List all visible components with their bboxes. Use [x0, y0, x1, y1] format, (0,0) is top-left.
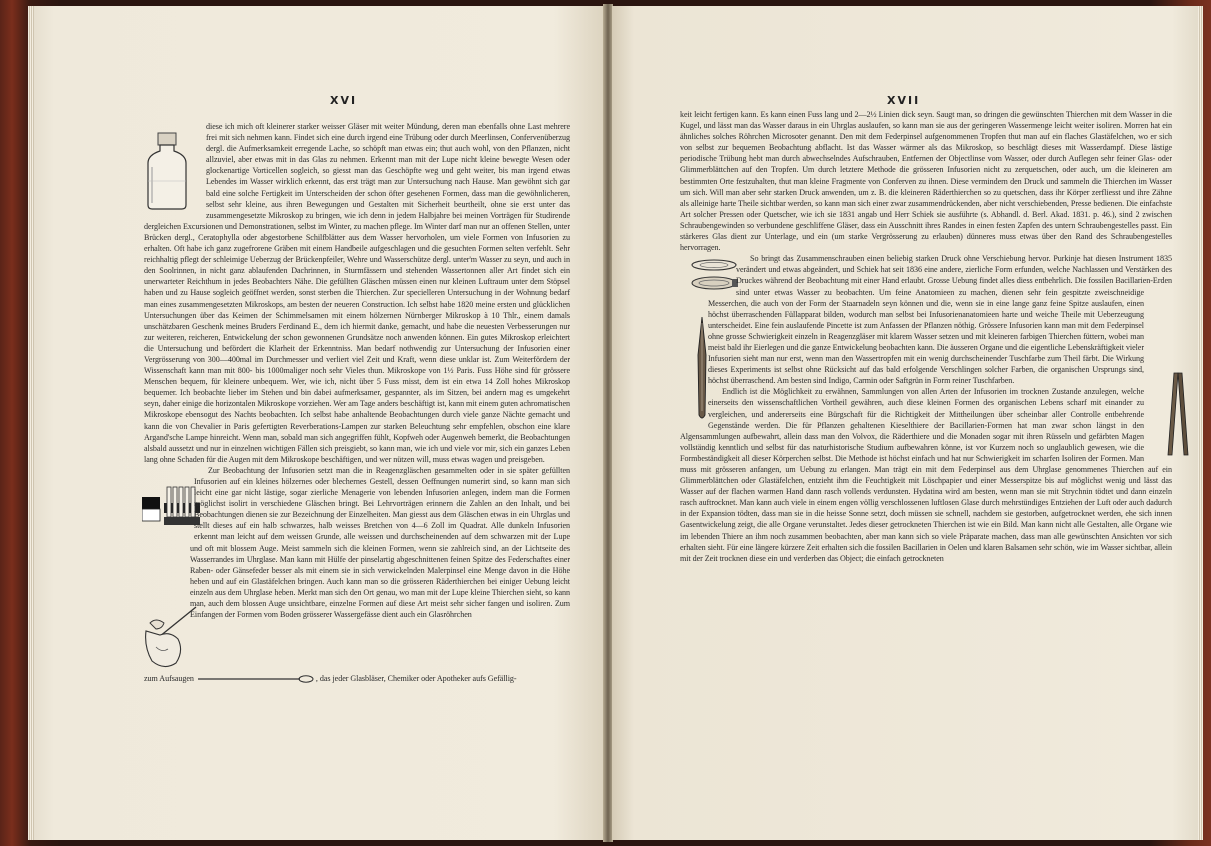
- paragraph: Zur Beobachtung der Infusorien setzt man die in Reagenzgläschen gesammelten oder in sie später gefüllten Infusorien auf ein kleines hölzernes oder blechernes Gestell, dessen Oeffnungen numerirt sind, so kann man sich leicht eine gar nicht lästige, sogar zierliche Menagerie von lebenden Infusorien anlegen, indem man die Formen möglichst isolirt in verschiedene Gläschen bringt. Bei Lehrvorträgen erinnern die Zahlen an den Inhalt, und bei Beobachtungen dienen sie zur Bezeichnung der Einzelheiten. Man giesst aus dem Gläschen etwas in ein Uhrglas und stellt dieses auf ein halb schwarzes, halb weisses Bretchen von 4—6 Zoll im Quadrat. Alle dunkeln Infusorien erkennt man leicht auf dem weissen Grunde, alle weissen und durchscheinenden auf dem schwarzen mit der Lupe und oft mit blossem Auge. Meist sammeln sich die kleinen Formen, wenn sie zahlreich sind, an der Lichtseite des Wasserrandes im Uhrglase. Man kann mit Hülfe der pinselartig abgeschnittenen feinen Spitze des Federschaftes einer Raben- oder Gänsefeder besser als mit einem sie in sich verwickelnden Malerpinsel eine Menge davon in die Höhe heben und auf ein Glastäfelchen bringen. Auch kann man so die grösseren Räderthierchen bei einiger Uebung leicht einzeln aus dem Uhrglase heben. Merkt man sich den Ort genau, wo man mit der Lupe kleine Thierchen sieht, so kann man, auch dem blossen Auge unsichtbare, einzelne Formen auf diese Art meist sehr sicher fangen und isoliren. Zum Einfangen der Formen vom Boden grösserer Wassergefässe dient auch ein Glasröhrchen: [144, 465, 570, 620]
- page-number: XVII: [887, 94, 921, 107]
- right-page: [612, 6, 1198, 840]
- paragraph: So bringt das Zusammenschrauben einen beliebig starken Druck ohne Verschiebung hervor. Purkinje hat diesen Instrument 1835 verändert und etwas abgeändert, und Schiek hat seit 1836 eine andere, zierliche Form erfunden, welche Nachlassen und Verstärken des Druckes während der Beobachtung mit einer Hand erlaubt. Grosse Uebung findet alles diess entbehrlich. Die fossilen Bacillarien-Erden sind unter etwas Wasser zu beobachten. Um feine Anatomieen zu machen, dienen sehr fein gespitzte zweischneidige Messerchen, die auch von der Form der Staarnadeln seyn können und die, wenn sie in eine lange ganz feine Spitze auslaufen, einen höchst überraschenden Füllapparat bilden, wodurch man selbst bei Infusorienanatomieen harte und weiche Theile mit Ueberzeugung unterscheidet. Eine fein auslaufende Pincette ist zum Anfassen der Pflanzen nöthig. Grössere Infusorien kann man mit dem Federpinsel ohne grosse Schwierigkeit einzeln in Reagenzgläser mit klarem Wasser setzen und mit kleineren farbigen Thierchen füttern, wobei man meist bald ihr Eierlegen und die ganze Entwickelung beobachten kann. Die äusseren Organe und die eigentliche Lebenskräftigkeit vieler Infusorien sieht man nur erst, wenn man den Wassertropfen mit ein wenig durchscheinender Tuschfarbe zum Theil färbt. Die Wirkung dieses Experiments ist selbst ohne Rücksicht auf das bald erfolgende Verschlingen solcher Farben, die organischen Ursprungs sind, höchst überraschend. Am besten sind Indigo, Carmin oder Saftgrün in Form reiner Tuschfarben.: [680, 253, 1172, 386]
- last-line-suffix: , das jeder Glasbläser, Chemiker oder Apotheker aufs Gefällig-: [315, 673, 517, 683]
- paragraph: keit leicht fertigen kann. Es kann einen Fuss lang und 2—2½ Linien dick seyn. Saugt man, so dringen die gewünschten Thierchen mit dem Wasser in die Kugel, und lässt man das Wasser daraus in ein Uhrglas auslaufen, so kann man sie aus der geringeren Wassermenge leicht weiter isoliren. Morren hat ein ähnliches solches Röhrchen Microsoter genannt. Den mit dem Federpinsel aufgenommenen Tropfen thut man auf ein flaches Glastäfelchen, wo er sich von selbst zur bequemen Beobachtung abflacht. Ist das Wasser wärmer als das Mikroskop, so beschlägt dieses mit Wasserdampf. Diese lästige periodische Trübung hebt man durch abwechselndes Aufschrauben, Entfernen der Objectlinse vom Wasser, oder durch Auflegen sehr feiner Glas- oder Glimmerblättchen auf den Tropfen. Um durch letztere Methode die grösseren Infusorien nicht zu zerquetschen, oder auch, um die kleineren am bestimmten Orte festzuhalten, thut man kleine Fragmente von Conferven zu ihnen. Diese vermindern den Druck und sammeln die Thierchen im Wasser um sich. Will man aber sehr starken Druck anwenden, um z. B. die kleineren Räderthierchen so zu quetschen, dass ihr Körper zerfliesst und ihre Zähne als alleinige harte Theile sichtbar werden, so kann man sich einer zwar zusammendrückenden, aber nicht verschiebenden, Presse bedienen. Die einfachste Art solcher Pressen oder Quetscher, wie ich sie 1831 angab und Herr Schiek sie ausführte (s. Abhandl. d. Berl. Akad. 1831. p. 46.), sind 2 zwischen Schraubengewinden so verbundene geschliffene Gläser, dass ein Ausschnitt ihres Randes in einen festen Zapfen des untern Schraubengestelles passt. Ein stärkeres Glas dient zur Unterlage, und ein (um starke Vergrösserung zu erlauben) dünneres muss etwas über den Rand des Schraubengestelles hervorragen.: [680, 110, 1172, 253]
- page-number: XVI: [330, 94, 358, 107]
- test-tube-rack-illustration: [128, 483, 188, 541]
- last-line-prefix: zum Aufsaugen: [144, 673, 194, 683]
- left-text-column: [144, 121, 570, 684]
- paragraph: diese ich mich oft kleinerer starker weisser Gläser mit weiter Mündung, deren man ebenfalls ohne Last mehrere frei mit sich nehmen kann. Findet sich eine durch irgend eine Trübung oder durch Meerlinsen, Confervenüberzug dergl. die Aufmerksamkeit erregende Lache, so schöpft man etwas ein; thut auch wohl, von den Pflanzen, nicht allzuviel, aber etwas mit in das Glas zu nehmen. Erkennt man mit der Lupe nicht kleine bewegte Wesen oder glockenartige Vorticellen sogleich, so giesst man das Geschöpfte weg und geht weiter, bis man irgend etwas Lebendes im Wasser wirklich erkennt, das erst trägt man zur Untersuchung nach Hause. Man gewöhnt sich gar bald eine solche Fertigkeit im Unterscheiden der schon öfter gesehenen Formen, dass man die gewöhnlicheren, selbst sehr kleine, aus ihren Bewegungen und Gestalten mit Sicherheit beurtheilt, ohne sie erst unter das zusammengesetzte Mikroskop zu bringen, wie ich denn in jedem Halbjahre bei meinen Vorträgen für Studirende dergleichen Excursionen und Demonstrationen, selbst im Winter, zu machen pflege. Im Winter darf man nur an offenen Stellen, unter Brücken dergl., Ceratophylla oder abgestorbene Schilfblätter aus dem Wasser hervorholen, um viele Formen von Infusorien zu erhalten. Oft habe ich ganz zugefrorene Gräben mit einem Handbeile aufgeschlagen und die gesuchten Formen selten verfehlt. Sehr reichhaltig pflegt der schleimige Ueberzug der Brückenpfeiler, Wehre und Wasserschütze dergl. unter'm Wasser zu seyn, und auch in den Soolrinnen, in nicht ganz ablaufenden Dachrinnen, in Sturmfässern und stehenden Wassertonnen aller Art findet sich ein unerwarteter Reichthum in jedes Beobachters Nähe. Die gefüllten Gläschen müssen einen nur kleinen Luftraum unter dem Stöpsel haben und zu Hause sogleich geöffnet werden, sonst sterben die Thierchen. Zur specielleren Untersuchung in der Wohnung bedarf man eines zusammengesetzten Mikroskops, am besten der neueren Construction. Ich selbst habe 1820 meine ersten und glücklichen Untersuchungen über das Keimen der Schimmelsamen mit einem hölzernen Nürnberger Mikroskop à 10 Thlr., einem damals unschätzbaren Geschenk meines Bruders Ferdinand E., dem ich hiermit danke, gemacht, und habe die neuesten Verbesserungen nur zur weiteren, reicheren, Entwickelung der schon gewonnenen Grundsätze noch anwenden können. Ein gutes Mikroskop erleichtert die Untersuchung und befördert die Klarheit der Erkenntniss. Man bedarf nothwendig zur Untersuchung der Infusorien einer Vergrösserung von 300—400mal im Durchmesser und verliert viel Zeit und Kraft, wenn diese unklar ist. Zum Weiterfördern der Wissenschaft kann man mit 800- bis 1000maliger noch sehr Vieles thun. Mikroskope von 1½ Paris. Fuss Höhe sind für grössere Menschen bequem, für kleinere unbequem. Wer, wie ich, nicht über 5 Fuss misst, dem ist ein etwa 14 Zoll hohes Mikroskop bequemer. Ich beobachte lieber im Stehen und bin dabei aufmerksamer, gespannter, als im Sitzen, bei andern mag es umgekehrt seyn, daher einige die horizontalen Mikroskope vorziehen. Wer am Tage anders beschäftigt ist, kann mit einem guten achromatischen Mikroskope ebensogut des Nachts beobachten. Ich selbst habe anhaltende Beobachtungen durch viele ganze Nächte gemacht und kann die von Chevalier in Paris gefertigten Reverberations-Lampen zur starken Beleuchtung sehr empfehlen, obschon eine klare Argand'sche Lampe hinreicht. Wenn man, sobald man sich angegriffen fühlt, Kopfweh oder Augenweh bemerkt, die Beobachtungen alsbald aussetzt und nur in einzelnen wichtigen Fällen sich preisgiebt, so kann man, wie ich und viele vor mir, sich ein ganzes Leben lang ohne Schaden für die Augen mit dem Mikroskope beschäftigen, und wer nützen will, muss etwas wagen und preisgeben.: [144, 122, 570, 464]
- glass-tube-illustration: [196, 675, 314, 683]
- left-page: [34, 6, 605, 840]
- right-text-column: [680, 109, 1172, 564]
- compressor-glass-illustration: [674, 255, 730, 297]
- tweezers-illustration: [1148, 367, 1178, 459]
- bottle-illustration: [142, 131, 200, 219]
- last-line: [144, 673, 570, 684]
- dissecting-needle-illustration: [674, 315, 704, 423]
- paragraph: Endlich ist die Möglichkeit zu erwähnen, Sammlungen von allen Arten der Infusorien im trocknen Zustande anzulegen, welche einerseits den wissenschaftlichen Vortheil gewähren, auch diese kleinen Formen des organischen Lebens scharf mit einander zu vergleichen, und andererseits eine Bürgschaft für die Richtigkeit der Mittheilungen über scheinbar aller Controlle entbehrende Gegenstände werden. Die für Pflanzen gehaltenen Kieselthiere der Bacillarien-Formen hat man zwar schon längst in den Algensammlungen aufbewahrt, allein dass man den Volvox, die Räderthiere und die Monaden sogar mit ihren Rüsseln und gefärbten Magen vollständig kenntlich und selbst für das naturhistorische Studium aufbewahren könne, ist vor Kurzem noch so unglaublich gewesen, wie die Formbeständigkeit all dieser Körperchen selbst. Die Methode ist höchst einfach und hat nur Schwierigkeit im scharfen Isoliren der Formen. Man muss mit grösseren anfangen, um Uebung zu erlangen. Man trägt ein mit dem Federpinsel aus dem Uhrglase genommenes Thierchen auf ein Glimmerblättchen oder Glastäfelchen, entzieht ihm die Feuchtigkeit mit Löschpapier und einer Messerspitze bis auf möglichst wenig und lässt das Wasser auf der flachen warmen Hand dann rasch vollends verdunsten. Hydatina wird am besten, wenn man sie mit Strychnin tödtet und dann einzeln rasch auftrocknet. Man kann auch viele in einem engen völlig verschlossenen luftlosen Glase durch mehrstündiges Entziehen der Luft oder auch dadurch in der Expansion tödten, dass man sie in die heisse Sonne setzt, doch müssen sie schnell, nachdem sie gestorben, aufgetrocknet werden, ehe sich innen Gasentwickelung zeigt, die alle Organe verunstaltet. Jedes dieser getrockneten Thierchen ist wie ein Bild. Man kann nicht alle Gestalten, alle Organe wie im lebenden Thiere an ihm noch zusammen beobachten, aber man kann sich so viele Präparate machen, dass man alle gewünschten Ansichten vor sich erhalten sieht. Für eine längere kürzere Zeit erhalten sich die fossilen Bacillarien in Oelen und klaren Balsamen sehr schön, wie im Wasser sichtbar, allein mit der Zeit trocknen diese ein und verderben das Object; die einfach getrockneten: [680, 387, 1172, 563]
- hand-with-feather-quill-illustration: [128, 601, 184, 673]
